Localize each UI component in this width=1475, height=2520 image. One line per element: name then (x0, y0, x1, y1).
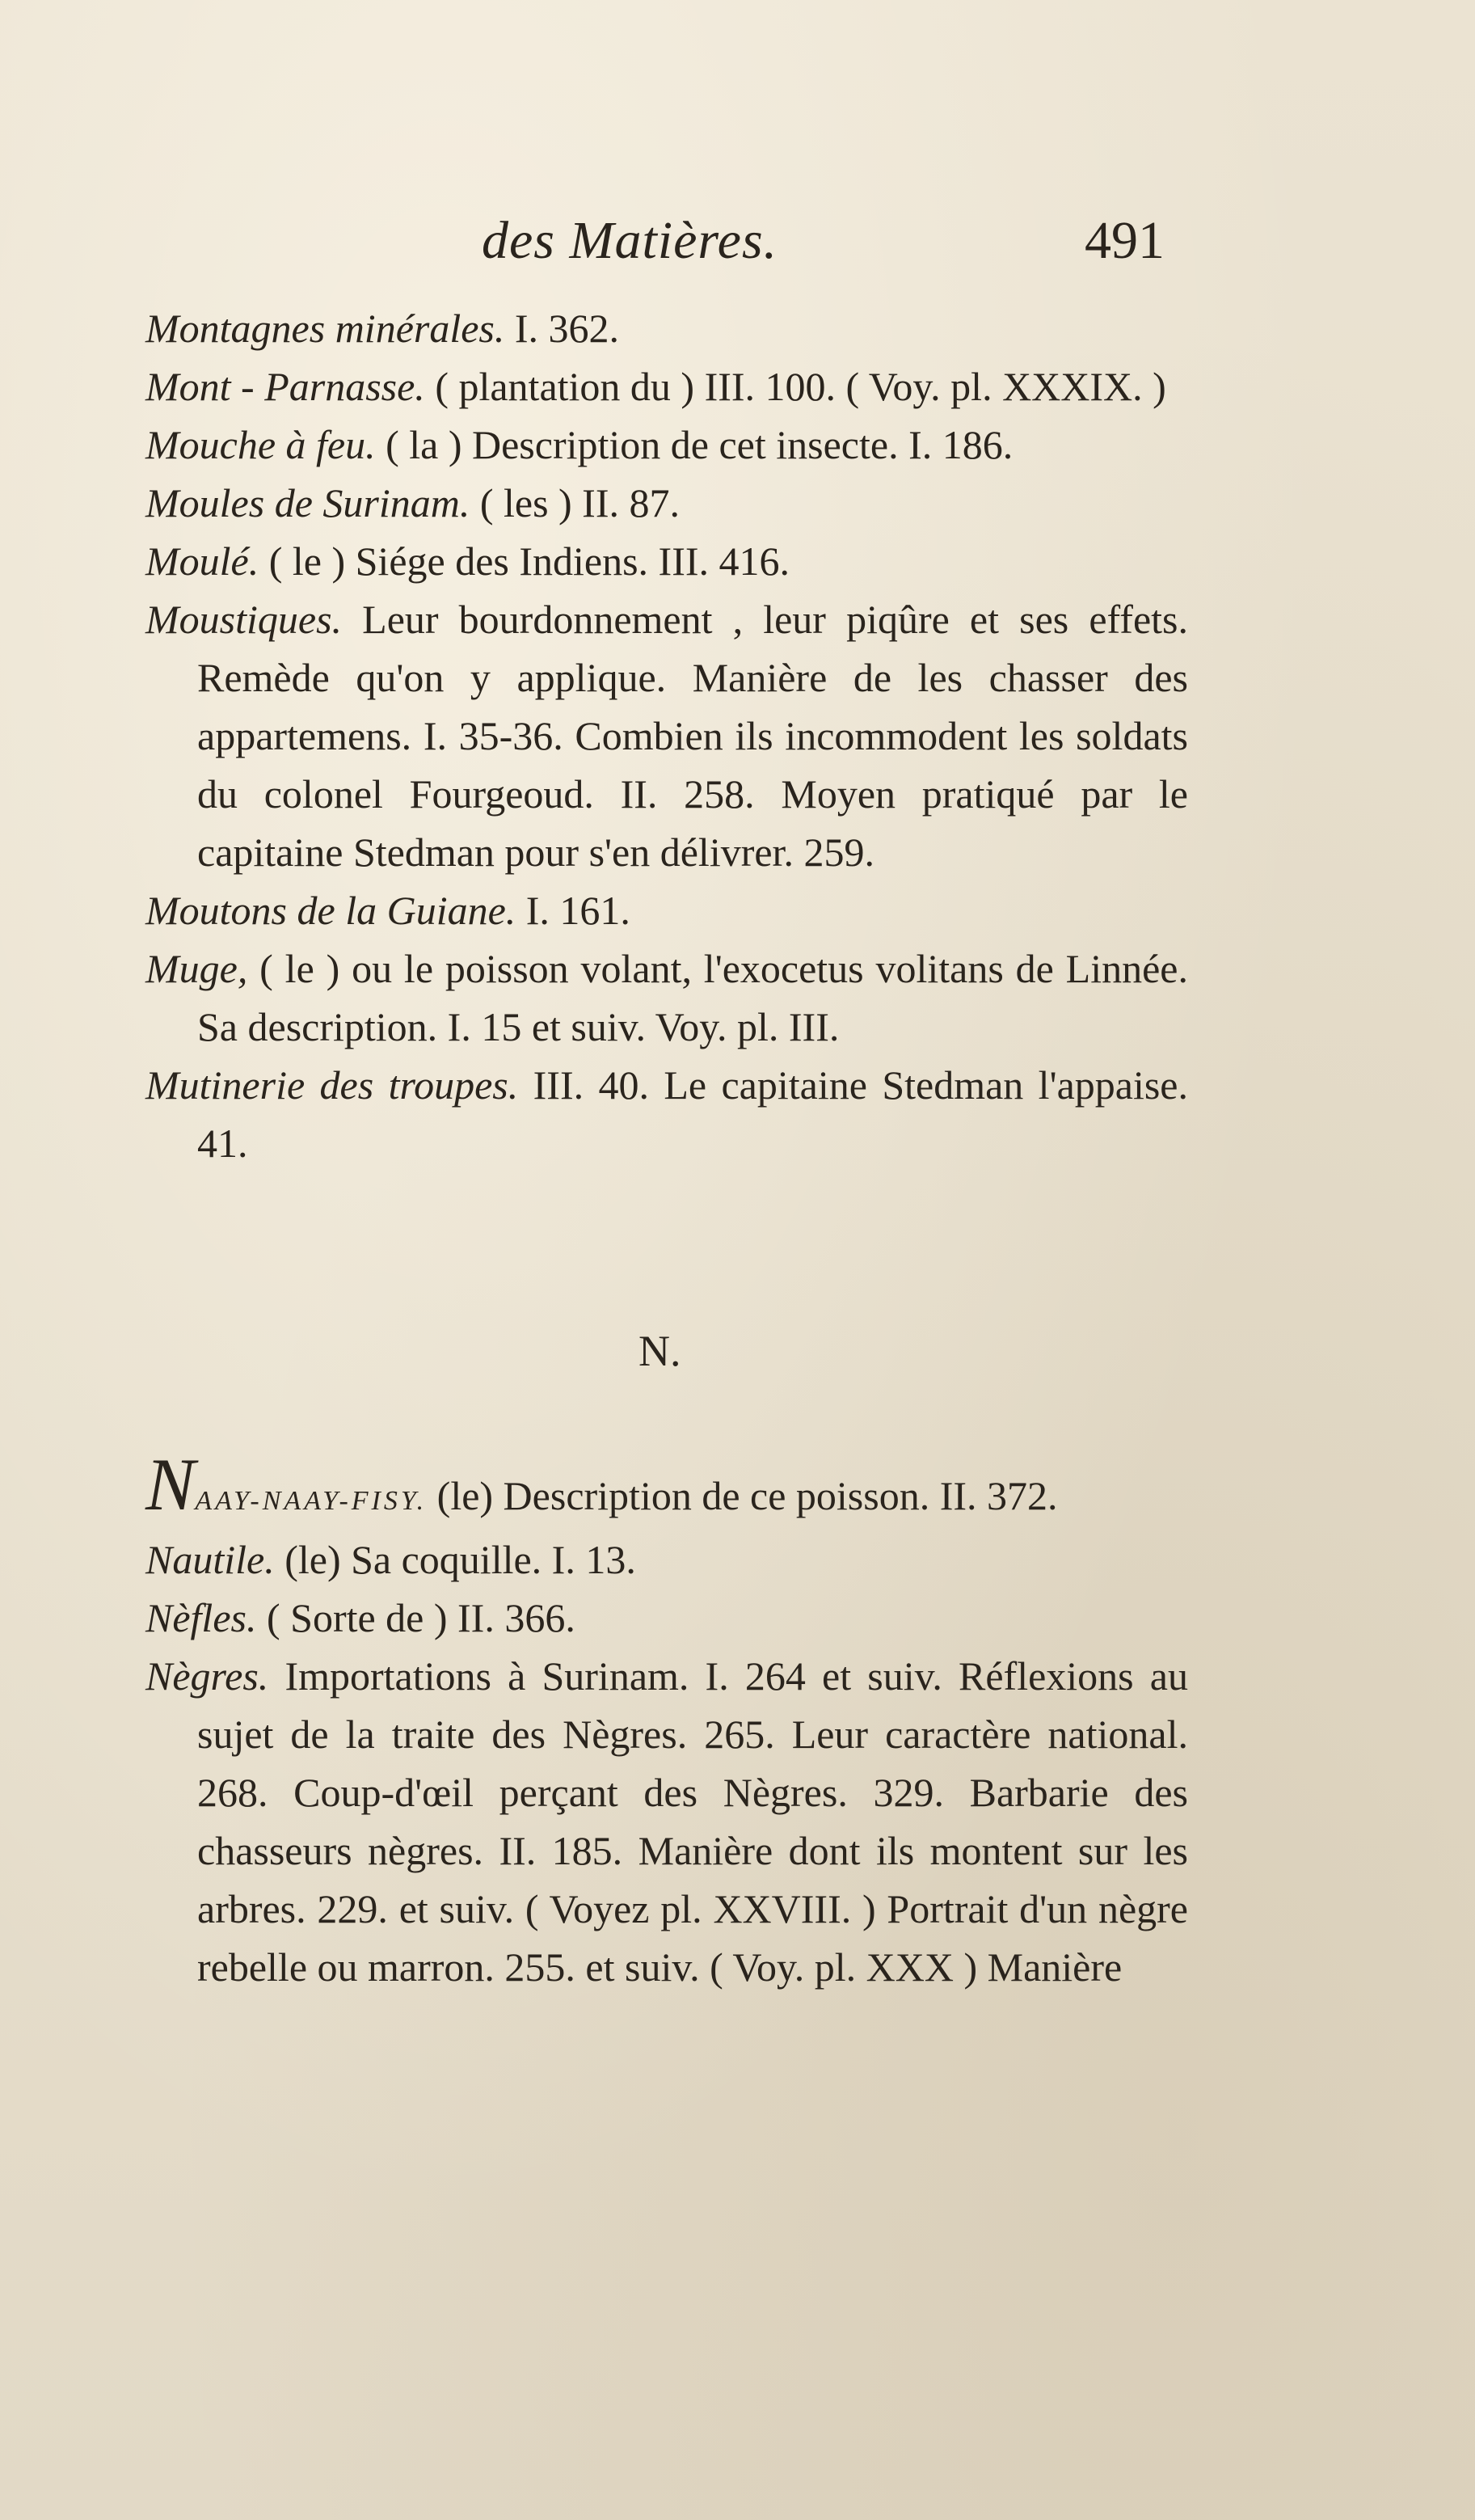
entry-head: Mont - Parnasse. (145, 364, 425, 409)
entry-head: Moulé. (145, 538, 259, 584)
running-title: des Matières. (482, 211, 778, 270)
entry-text: (le) Description de ce poisson. II. 372. (427, 1473, 1058, 1518)
entry-text: ( le ) Siége des Indiens. III. 416. (259, 538, 790, 584)
entry-text: ( les ) II. 87. (470, 480, 680, 526)
drop-cap: N (145, 1443, 196, 1526)
index-entry (145, 881, 1188, 939)
index-entry (145, 299, 1188, 357)
index-entry (145, 1056, 1188, 1172)
entry-head: AAY-NAAY-FISY. (195, 1486, 428, 1516)
section-letter: N. (638, 1327, 681, 1375)
index-entry (145, 590, 1188, 881)
entry-head: Nèfles. (145, 1595, 257, 1640)
entry-head: Nègres. (145, 1653, 269, 1699)
page-header (482, 210, 1209, 283)
entry-head: Moules de Surinam. (145, 480, 470, 526)
entry-text: ( la ) Description de cet insecte. I. 186. (375, 422, 1014, 467)
index-entry (145, 1530, 1188, 1589)
entry-text: I. 161. (516, 888, 630, 933)
entry-text: III. 40. Le capitaine Stedman l'appaise. 41. (197, 1062, 1189, 1166)
index-entry (145, 474, 1188, 532)
entry-head: Moustiques. (145, 597, 343, 642)
index-entry (145, 532, 1188, 590)
index-entries-n (145, 1443, 1188, 1996)
entry-head: Mouche à feu. (145, 422, 376, 467)
index-entry (145, 416, 1188, 474)
entry-head: Muge, (145, 946, 248, 991)
entry-text: I. 362. (504, 306, 620, 351)
entry-head: Nautile. (145, 1537, 275, 1582)
entry-head: Moutons de la Guiane. (145, 888, 516, 933)
entry-text: (le) Sa coquille. I. 13. (274, 1537, 636, 1582)
entry-text: ( le ) ou le poisson volant, l'exocetus volitans de Linnée. Sa description. I. 15 et suiv. Voy. pl. III. (197, 946, 1188, 1049)
entry-text: Importations à Surinam. I. 264 et suiv. Réflexions au sujet de la traite des Nègres. 265. Leur caractère national. 268. Coup-d'œil perçant des Nègres. 329. Barbarie des chasseurs nègres. II. 185. Manière dont ils montent sur les arbres. 229. et suiv. ( Voyez pl. XXVIII. ) Portrait d'un nègre rebelle ou marron. 255. et suiv. ( Voy. pl. XXX ) Manière (197, 1653, 1188, 1990)
entry-head: Montagnes minérales. (145, 306, 505, 351)
entry-text: ( Sorte de ) II. 366. (256, 1595, 575, 1640)
index-entry (145, 357, 1188, 416)
index-entry (145, 939, 1188, 1056)
index-entries-m (145, 299, 1188, 1172)
entry-text: ( plantation du ) III. 100. ( Voy. pl. XXXIX. ) (424, 364, 1166, 409)
entry-head: Mutinerie des troupes. (145, 1062, 519, 1108)
page-number: 491 (1085, 211, 1165, 270)
entry-text: Leur bourdonnement , leur piqûre et ses effets. Remède qu'on y applique. Manière de les chasser des appartemens. I. 35-36. Combien ils incommodent les soldats du colonel Fourgeoud. II. 258. Moyen pratiqué par le capitaine Stedman pour s'en délivrer. 259. (197, 597, 1188, 875)
index-entry (145, 1443, 1188, 1530)
index-entry (145, 1647, 1188, 1996)
index-entry (145, 1589, 1188, 1647)
